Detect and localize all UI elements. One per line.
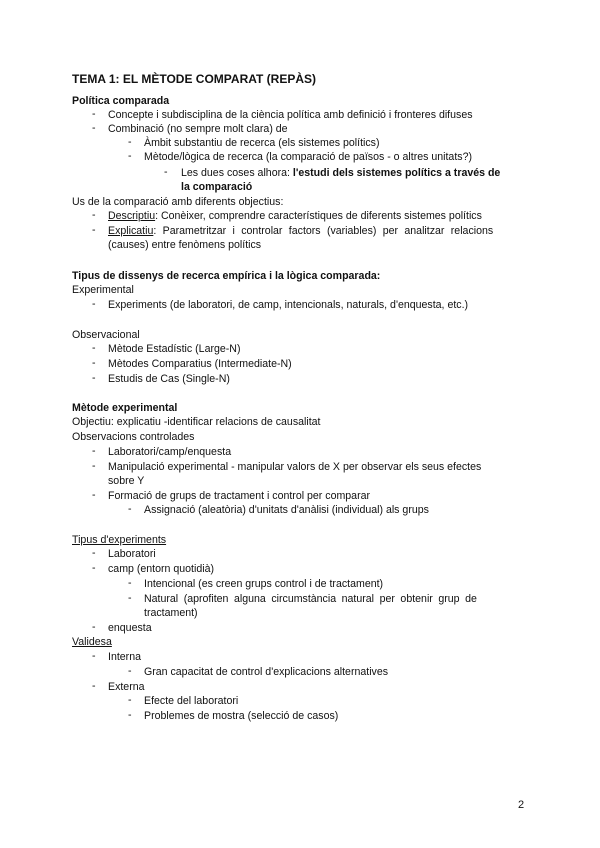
list-item: Experiments (de laboratori, de camp, intencionals, naturals, d'enquesta, etc.) [108, 299, 469, 311]
bullet-dash: - [92, 650, 96, 662]
bullet-dash: - [92, 562, 96, 574]
list-item: Estudis de Cas (Single-N) [108, 373, 230, 385]
list-item-prefix: Les dues coses alhora: [181, 167, 290, 179]
list-item: Combinació (no sempre molt clara) de [108, 123, 288, 135]
bullet-dash: - [128, 503, 132, 515]
list-item-continued: sobre Y [108, 475, 145, 487]
subheading-validesa: Validesa [72, 636, 112, 648]
bullet-dash: - [92, 209, 96, 221]
list-item: Concepte i subdisciplina de la ciència política amb definició i fronteres difuses [108, 109, 473, 121]
bullet-dash: - [92, 342, 96, 354]
bullet-dash: - [92, 489, 96, 501]
bullet-dash: - [92, 224, 96, 236]
list-item-emphasis-continued: la comparació [181, 181, 253, 193]
list-item: Externa [108, 681, 145, 693]
bullet-dash: - [92, 547, 96, 559]
bullet-dash: - [92, 460, 96, 472]
bullet-dash: - [128, 577, 132, 589]
bullet-dash: - [92, 680, 96, 692]
paragraph-observacions: Observacions controlades [72, 431, 195, 443]
heading-politica-comparada: Política comparada [72, 95, 170, 107]
list-item-descriptiu [108, 209, 482, 223]
heading-metode-experimental: Mètode experimental [72, 402, 178, 414]
list-item: Problemes de mostra (selecció de casos) [144, 710, 339, 722]
bullet-dash: - [128, 592, 132, 604]
term-definition: : Parametritzar i controlar factors (variables) per analitzar relacions [153, 225, 494, 237]
list-item: Assignació (aleatòria) d'unitats d'anàlisi (individual) als grups [144, 504, 429, 516]
list-item: Mètode/lògica de recerca (la comparació de països - o altres unitats?) [144, 151, 472, 163]
bullet-dash: - [128, 709, 132, 721]
list-item-continued: tractament) [144, 607, 198, 619]
bullet-dash: - [128, 694, 132, 706]
list-item: Laboratori/camp/enquesta [108, 446, 232, 458]
term-definition: : Conèixer, comprendre característiques de diferents sistemes polítics [155, 210, 482, 222]
list-item: Formació de grups de tractament i control per comparar [108, 490, 371, 502]
bullet-dash: - [92, 357, 96, 369]
list-item-explicatiu [108, 224, 528, 238]
bullet-dash: - [128, 665, 132, 677]
list-item [181, 166, 500, 180]
paragraph-objectiu: Objectiu: explicatiu -identificar relacions de causalitat [72, 416, 321, 428]
bullet-dash: - [92, 298, 96, 310]
list-item: camp (entorn quotidià) [108, 563, 214, 575]
list-item: Mètodes Comparatius (Intermediate-N) [108, 358, 292, 370]
list-item: Gran capacitat de control d'explicacions alternatives [144, 666, 389, 678]
list-item: enquesta [108, 622, 152, 634]
term-definition-continued: (causes) entre fenòmens polítics [108, 239, 262, 251]
paragraph-usos: Us de la comparació amb diferents objectius: [72, 196, 284, 208]
bullet-dash: - [92, 372, 96, 384]
bullet-dash: - [92, 621, 96, 633]
list-item: Natural (aprofiten alguna circumstància natural per obtenir grup de [144, 593, 477, 605]
bullet-dash: - [92, 445, 96, 457]
bullet-dash: - [92, 108, 96, 120]
list-item: Interna [108, 651, 141, 663]
list-item: Manipulació experimental - manipular valors de X per observar els seus efectes [108, 461, 482, 473]
list-item: Mètode Estadístic (Large-N) [108, 343, 241, 355]
term-descriptiu: Descriptiu [108, 210, 156, 222]
list-item: Laboratori [108, 548, 156, 560]
list-item: Àmbit substantiu de recerca (els sistemes polítics) [144, 137, 380, 149]
term-explicatiu: Explicatiu [108, 225, 154, 237]
subheading-tipus-experiments: Tipus d'experiments [72, 534, 167, 546]
list-item: Intencional (es creen grups control i de tractament) [144, 578, 384, 590]
bullet-dash: - [92, 122, 96, 134]
subheading-experimental: Experimental [72, 284, 134, 296]
bullet-dash: - [128, 136, 132, 148]
bullet-dash: - [128, 150, 132, 162]
page-number: 2 [518, 799, 525, 811]
bullet-dash: - [164, 166, 168, 178]
list-item-emphasis: l'estudi dels sistemes polítics a través de [292, 167, 501, 179]
document-title: TEMA 1: EL MÈTODE COMPARAT (REPÀS) [72, 72, 317, 86]
subheading-observacional: Observacional [72, 329, 140, 341]
list-item: Efecte del laboratori [144, 695, 239, 707]
heading-tipus-dissenys: Tipus de dissenys de recerca empírica i la lògica comparada: [72, 270, 381, 282]
